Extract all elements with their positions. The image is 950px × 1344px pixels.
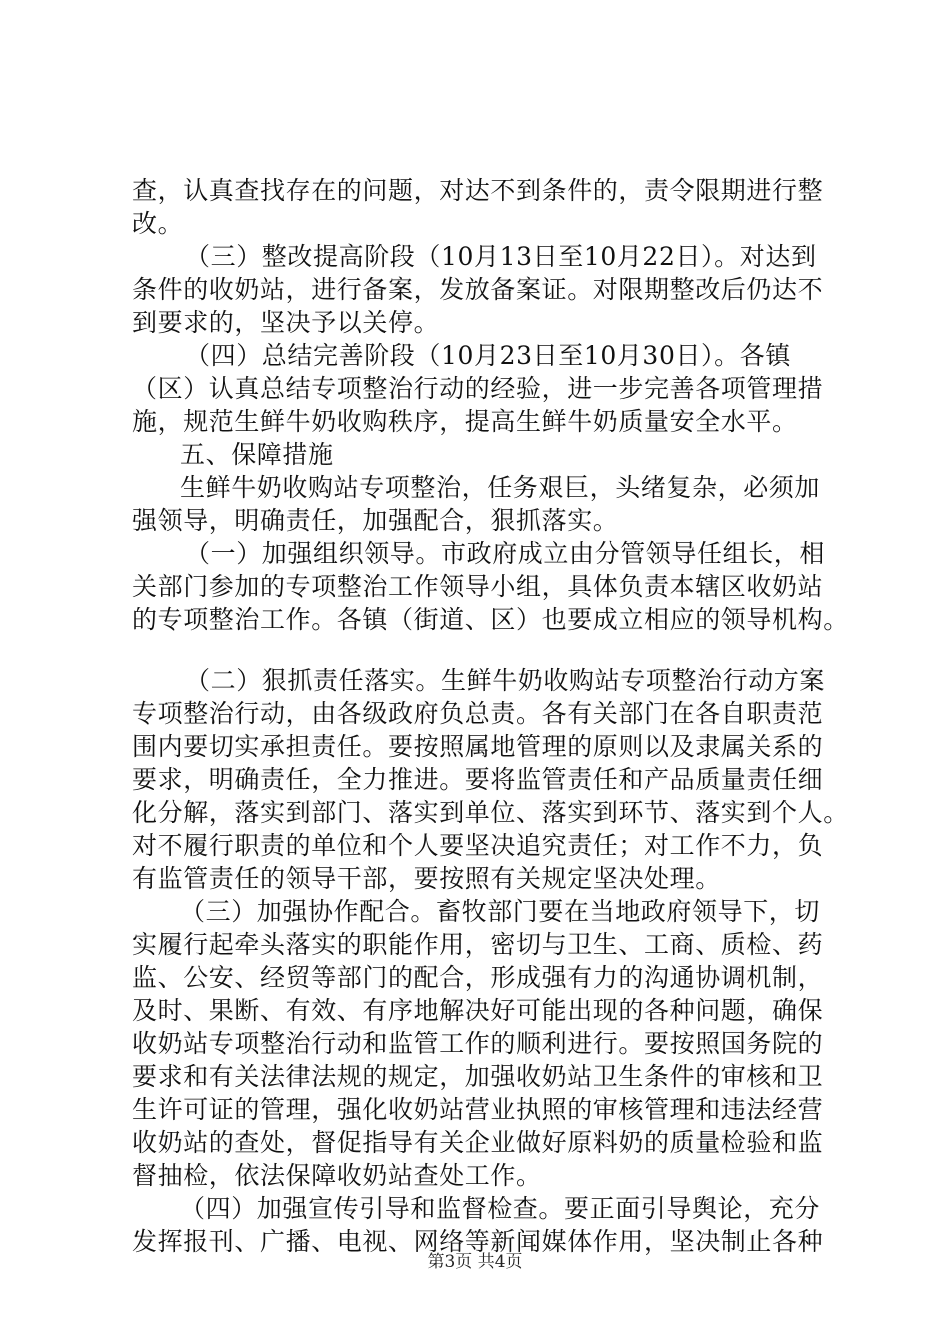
section-heading-line: （四）总结完善阶段（10月23日至10月30日）。各镇 [185,341,791,370]
body-text-line: 收奶站的查处，督促指导有关企业做好原料奶的质量检验和监 [132,1128,824,1157]
body-text-line: 施，规范生鲜牛奶收购秩序，提高生鲜牛奶质量安全水平。 [132,407,798,436]
body-text-line: 收奶站专项整治行动和监管工作的顺利进行。要按照国务院的 [132,1029,824,1058]
body-text-line: （区）认真总结专项整治行动的经验，进一步完善各项管理措 [132,374,824,403]
body-text-line: 督抽检，依法保障收奶站查处工作。 [132,1161,542,1190]
body-text-line: 监、公安、经贸等部门的配合，形成强有力的沟通协调机制， [132,963,824,992]
body-text-line: 的专项整治工作。各镇（街道、区）也要成立相应的领导机构。 [132,605,849,634]
body-text-line: 到要求的，坚决予以关停。 [132,308,440,337]
body-text-line: 实履行起牵头落实的职能作用，密切与卫生、工商、质检、药 [132,930,824,959]
body-text-line: 查，认真查找存在的问题，对达不到条件的，责令限期进行整 [132,176,824,205]
body-text-line: 及时、果断、有效、有序地解决好可能出现的各种问题，确保 [132,996,824,1025]
body-text-line: 要求，明确责任，全力推进。要将监管责任和产品质量责任细 [132,765,824,794]
section-heading-line: （一）加强组织领导。市政府成立由分管领导任组长，相 [185,539,826,568]
section-title: 五、保障措施 [180,440,334,469]
body-text-line: 专项整治行动，由各级政府负总责。各有关部门在各自职责范 [132,699,824,728]
section-heading-line: （三）加强协作配合。畜牧部门要在当地政府领导下，切 [180,897,821,926]
body-text-line: 生许可证的管理，强化收奶站营业执照的审核管理和违法经营 [132,1095,824,1124]
section-heading-line: （二）狠抓责任落实。生鲜牛奶收购站专项整治行动方案 [185,666,826,695]
body-text-line: 有监管责任的领导干部，要按照有关规定坚决处理。 [132,864,721,893]
body-text-line: 对不履行职责的单位和个人要坚决追究责任；对工作不力，负 [132,831,824,860]
page-footer: 第3页 共4页 [427,1252,523,1272]
body-text-line: 条件的收奶站，进行备案，发放备案证。对限期整改后仍达不 [132,275,824,304]
body-text-line: 生鲜牛奶收购站专项整治，任务艰巨，头绪复杂，必须加 [180,473,821,502]
section-heading-line: （四）加强宣传引导和监督检查。要正面引导舆论，充分 [180,1194,821,1223]
body-text-line: 改。 [132,209,184,238]
body-text-line: 化分解，落实到部门、落实到单位、落实到环节、落实到个人。 [132,798,849,827]
body-text-line: 强领导，明确责任，加强配合，狠抓落实。 [132,506,619,535]
body-text-line: 要求和有关法律法规的规定，加强收奶站卫生条件的审核和卫 [132,1062,824,1091]
body-text-line: 关部门参加的专项整治工作领导小组，具体负责本辖区收奶站 [132,572,824,601]
section-heading-line: （三）整改提高阶段（10月13日至10月22日）。对达到 [185,242,817,271]
body-text-line: 围内要切实承担责任。要按照属地管理的原则以及隶属关系的 [132,732,824,761]
body-text-line: 发挥报刊、广播、电视、网络等新闻媒体作用，坚决制止各种 [132,1227,824,1256]
